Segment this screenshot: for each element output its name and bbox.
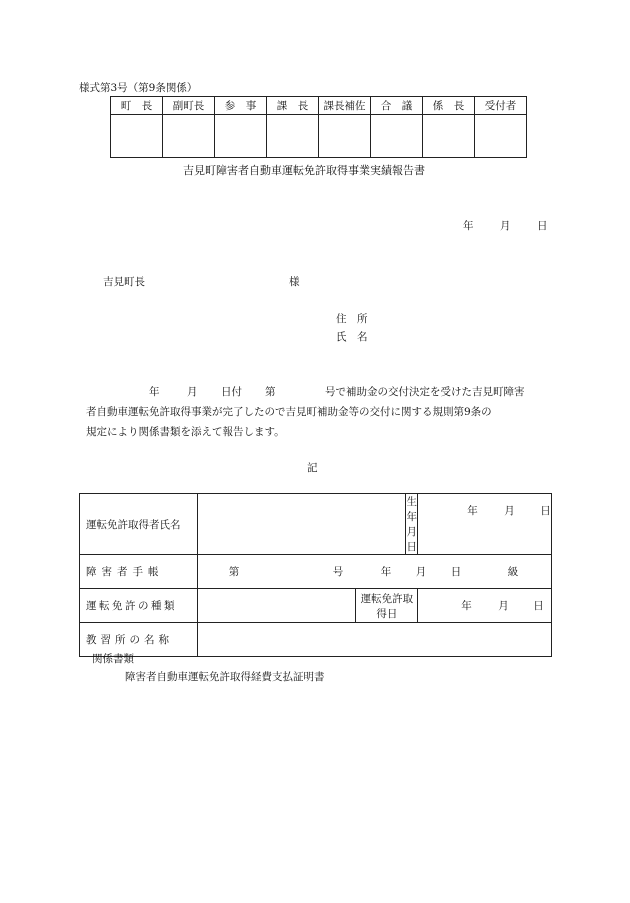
addressee-honorific: 様 bbox=[289, 276, 300, 288]
address-label: 住 所 bbox=[336, 313, 368, 325]
approval-header: 町 長 bbox=[111, 97, 163, 115]
card-month: 月 bbox=[415, 566, 427, 578]
stamp-cell[interactable] bbox=[111, 115, 163, 158]
disability-card-field[interactable] bbox=[197, 555, 551, 589]
card-dai: 第 bbox=[228, 566, 240, 578]
driving-school-field[interactable] bbox=[197, 623, 551, 657]
license-type-field[interactable] bbox=[197, 589, 356, 623]
stamp-cell[interactable] bbox=[163, 115, 215, 158]
approval-stamp-table bbox=[110, 96, 527, 158]
row-label-license-type: 運転免許の種類 bbox=[80, 589, 198, 623]
date-year: 年 bbox=[463, 220, 474, 232]
approval-header: 参 事 bbox=[215, 97, 267, 115]
approval-header: 課長補佐 bbox=[319, 97, 371, 115]
addressee-name: 吉見町長 bbox=[103, 276, 145, 288]
date-month: 月 bbox=[500, 220, 511, 232]
related-docs-item: 障害者自動車運転免許取得経費支払証明書 bbox=[125, 671, 325, 683]
body-dai: 第 bbox=[265, 386, 276, 398]
birth-date-label: 生年月日 bbox=[406, 494, 418, 555]
row-label-driving-school: 教習所の名称 bbox=[80, 623, 198, 657]
stamp-cell[interactable] bbox=[267, 115, 319, 158]
birth-day: 日 bbox=[540, 505, 551, 517]
info-table bbox=[79, 493, 552, 657]
body-year: 年 bbox=[149, 386, 160, 398]
birth-date-field[interactable] bbox=[418, 494, 552, 555]
body-day-suffix: 日付 bbox=[221, 386, 242, 398]
card-go: 号 bbox=[332, 566, 344, 578]
related-docs-heading: 関係書類 bbox=[92, 653, 134, 665]
table-row bbox=[80, 555, 552, 589]
table-row bbox=[80, 623, 552, 657]
birth-year: 年 bbox=[467, 505, 478, 517]
date-day: 日 bbox=[537, 220, 548, 232]
approval-header: 係 長 bbox=[423, 97, 475, 115]
approval-header: 受付者 bbox=[475, 97, 527, 115]
body-line2: 者自動車運転免許取得事業が完了したので吉見町補助金等の交付に関する規則第9条の bbox=[86, 406, 492, 418]
row-label-license-holder: 運転免許取得者氏名 bbox=[80, 494, 198, 555]
approval-header: 副町長 bbox=[163, 97, 215, 115]
stamp-cell[interactable] bbox=[423, 115, 475, 158]
license-year: 年 bbox=[461, 600, 472, 612]
stamp-cell[interactable] bbox=[215, 115, 267, 158]
license-month: 月 bbox=[498, 600, 509, 612]
body-month: 月 bbox=[187, 386, 198, 398]
stamp-cell[interactable] bbox=[475, 115, 527, 158]
table-row bbox=[80, 494, 552, 555]
license-date-label: 運転免許取得日 bbox=[356, 589, 418, 623]
body-line1-rest: 号で補助金の交付決定を受けた吉見町障害 bbox=[325, 386, 525, 398]
stamp-cell[interactable] bbox=[371, 115, 423, 158]
license-date-field[interactable] bbox=[418, 589, 552, 623]
row-label-disability-card: 障害者手帳 bbox=[80, 555, 198, 589]
license-holder-name-field[interactable] bbox=[197, 494, 406, 555]
stamp-cell[interactable] bbox=[319, 115, 371, 158]
card-day: 日 bbox=[450, 566, 462, 578]
approval-header: 合 議 bbox=[371, 97, 423, 115]
form-number: 様式第3号（第9条関係） bbox=[79, 82, 198, 94]
approval-header: 課 長 bbox=[267, 97, 319, 115]
table-row bbox=[80, 589, 552, 623]
name-label: 氏 名 bbox=[336, 331, 368, 343]
ki-heading: 記 bbox=[307, 462, 318, 474]
card-year: 年 bbox=[380, 566, 392, 578]
document-title: 吉見町障害者自動車運転免許取得事業実績報告書 bbox=[183, 164, 425, 177]
card-kyu: 級 bbox=[507, 566, 519, 578]
birth-month: 月 bbox=[504, 505, 515, 517]
license-day: 日 bbox=[533, 600, 544, 612]
body-line3: 規定により関係書類を添えて報告します。 bbox=[86, 426, 285, 438]
